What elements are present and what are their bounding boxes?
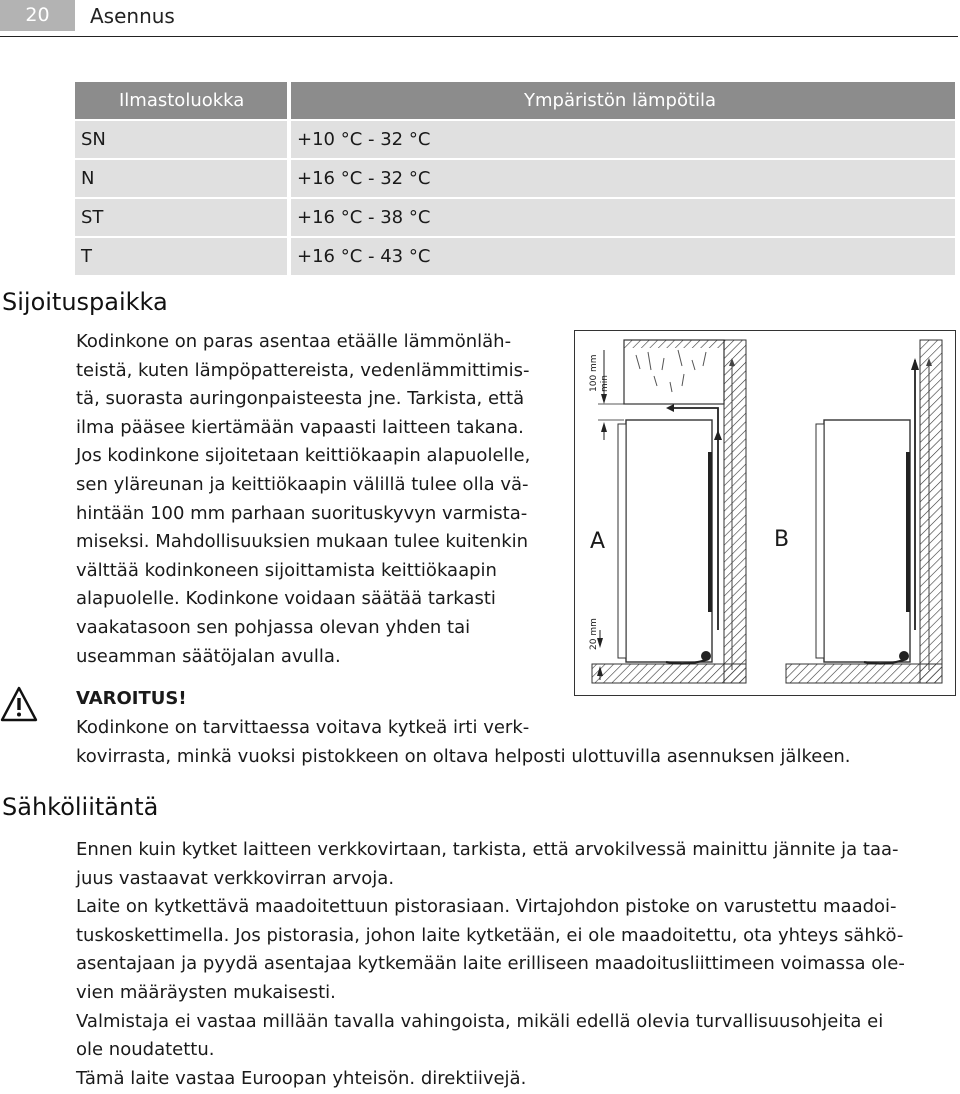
warning-title: VAROITUS! (76, 688, 187, 709)
text-line: Kodinkone on paras asentaa etäälle lämmönläh- (76, 331, 512, 352)
appliance-door (618, 424, 626, 658)
appliance-door (816, 424, 824, 658)
table-cell-temperature: +10 °C - 32 °C (297, 129, 431, 150)
header-rule (0, 36, 958, 37)
text-line: hintään 100 mm parhaan suorituskyvyn varmista- (76, 502, 528, 524)
dimension-label-top: 100 mm (589, 354, 599, 392)
text-line: miseksi. Mahdollisuuksien mukaan tulee kuitenkin (76, 531, 529, 553)
warning-triangle-icon (0, 686, 38, 722)
text-line: Jos kodinkone sijoitetaan keittiökaapin alapuolelle, (76, 445, 531, 467)
table-row (75, 160, 955, 197)
dimension-label-bottom: 20 mm (589, 618, 599, 650)
text-line: tuskoskettimella. Jos pistorasia, johon laite kytketään, ei ole maadoitettu, ota yhteys sähkö- (76, 924, 904, 946)
text-line: juus vastaavat verkkovirran arvoja. (76, 867, 395, 889)
appliance-body (626, 420, 712, 662)
text-line: välttää kodinkoneen sijoittamista keittiökaapin (76, 559, 497, 581)
text-line: Ennen kuin kytket laitteen verkkovirtaan, tarkista, että arvokilvessä mainittu jännite ja taa- (76, 839, 899, 860)
text-line: alapuolelle. Kodinkone voidaan säätää tarkasti (76, 588, 496, 610)
table-cell-class: T (81, 246, 92, 267)
table-cell-class: SN (81, 129, 106, 150)
text-line: Kodinkone on tarvittaessa voitava kytkeä irti verk- (76, 717, 530, 738)
condenser (906, 452, 910, 612)
installation-clearance-diagram (574, 330, 956, 696)
text-line: asentajaan ja pyydä asentajaa kytkemään laite erilliseen maadoitusliittimeen voimassa ole- (76, 953, 905, 975)
electrical-paragraph (76, 836, 905, 1093)
warning-paragraph (76, 714, 851, 771)
appliance-body (824, 420, 910, 662)
table-row (75, 121, 955, 158)
wall (920, 340, 942, 683)
table-cell-temperature: +16 °C - 32 °C (297, 168, 431, 189)
text-line: vien määräysten mukaisesti. (76, 981, 336, 1003)
text-line: teistä, kuten lämpöpattereista, vedenlämmittimis- (76, 359, 530, 381)
table-header-row (75, 82, 955, 119)
text-line: vaakatasoon sen pohjassa olevan yhden tai (76, 616, 471, 638)
section-heading-electrical: Sähköliitäntä (2, 793, 159, 821)
text-line: ole noudatettu. (76, 1039, 215, 1061)
table-cell-class: N (81, 168, 95, 189)
setup-label-b: B (774, 527, 790, 552)
page-title: Asennus (90, 4, 175, 28)
wall-cabinet (624, 340, 724, 404)
text-line: tä, suorasta auringonpaisteesta jne. Tarkista, että (76, 388, 525, 410)
dimension-label-top-min: min (600, 375, 610, 392)
table-row (75, 238, 955, 275)
floor (786, 664, 942, 683)
table-cell-temperature: +16 °C - 43 °C (297, 246, 431, 267)
table-header-climate-class: Ilmastoluokka (119, 90, 245, 111)
floor (592, 664, 746, 683)
placement-paragraph (76, 328, 530, 671)
text-line: Laite on kytkettävä maadoitettuun pistorasiaan. Virtajohdon pistoke on varustettu maadoi- (76, 896, 897, 918)
table-row (75, 199, 955, 236)
wall (724, 340, 746, 683)
text-line: useamman säätöjalan avulla. (76, 645, 341, 667)
table-cell-class: ST (81, 207, 104, 228)
text-line: ilma pääsee kiertämään vapaasti laitteen takana. (76, 416, 524, 438)
text-line: kovirrasta, minkä vuoksi pistokkeen on oltava helposti ulottuvilla asennuksen jälkeen. (76, 745, 851, 767)
text-line: Tämä laite vastaa Euroopan yhteisön. direktiivejä. (76, 1067, 527, 1089)
text-line: Valmistaja ei vastaa millään tavalla vahingoista, mikäli edellä olevia turvallisuusohjeita ei (76, 1010, 884, 1032)
section-heading-placement: Sijoituspaikka (2, 288, 168, 316)
table-cell-temperature: +16 °C - 38 °C (297, 207, 431, 228)
table-header-ambient-temperature: Ympäristön lämpötila (524, 90, 717, 111)
page-number: 20 (0, 0, 75, 31)
text-line: sen yläreunan ja keittiökaapin välillä tulee olla vä- (76, 473, 529, 495)
setup-label-a: A (590, 529, 606, 554)
condenser (708, 452, 712, 612)
